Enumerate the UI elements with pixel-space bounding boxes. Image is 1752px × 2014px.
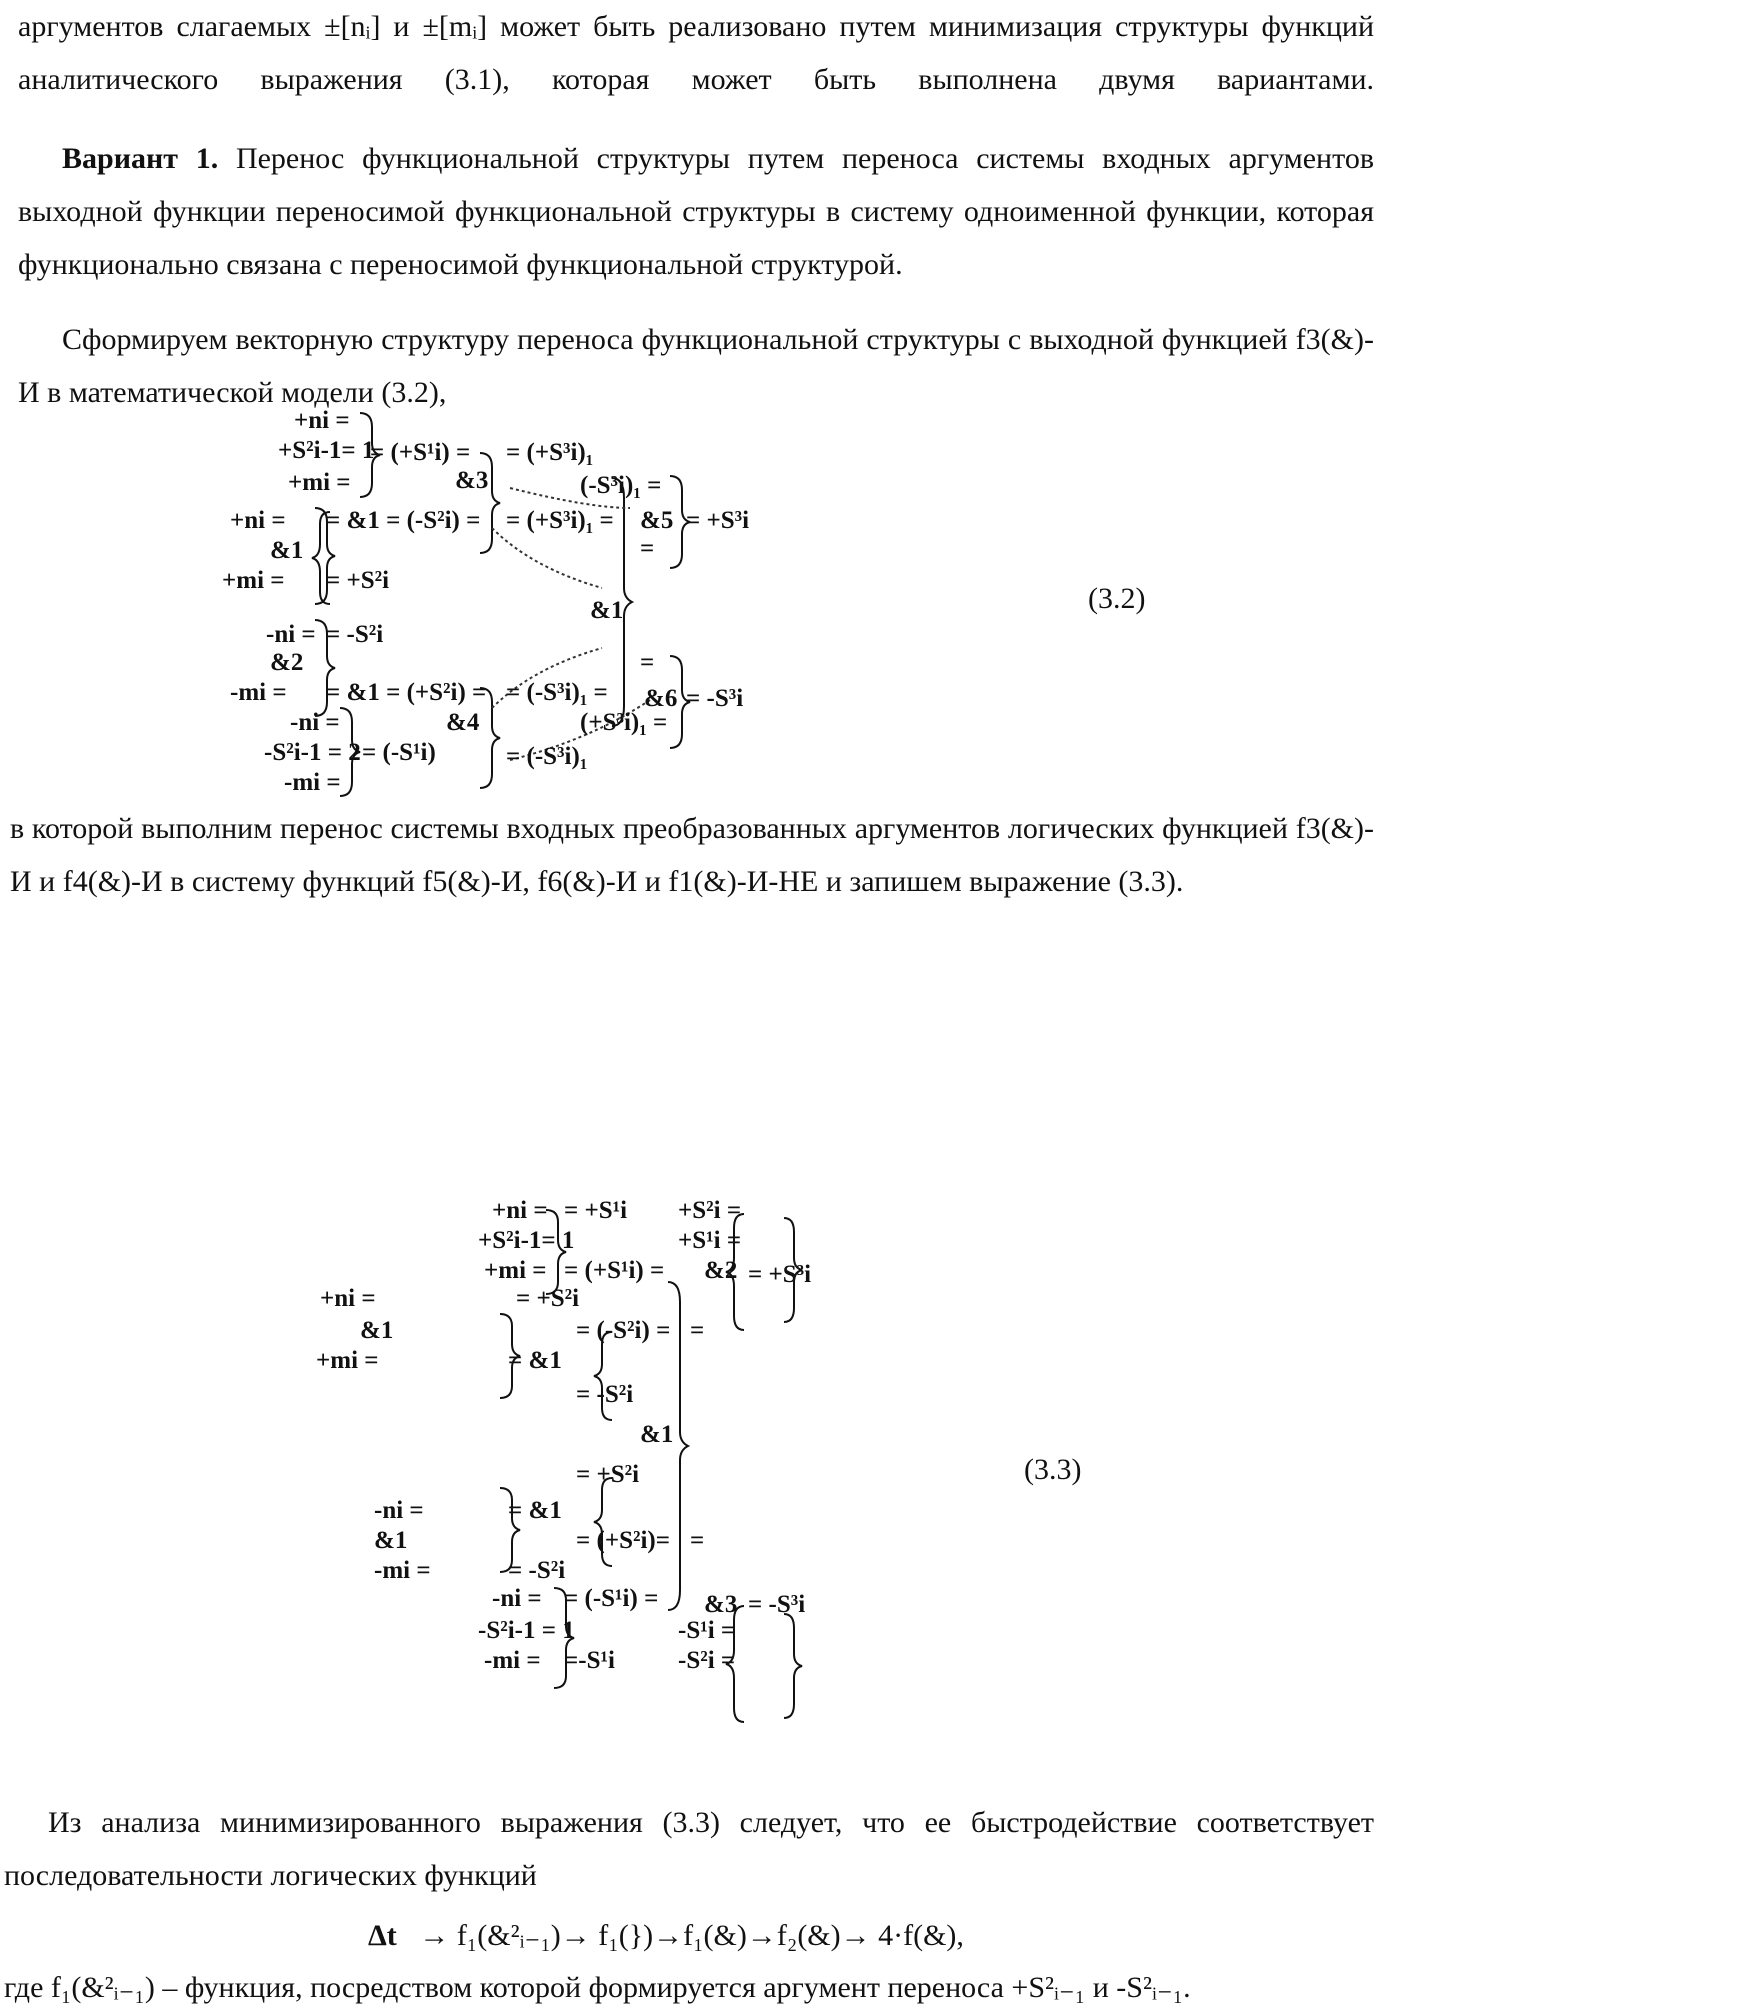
eq32-a12: = +S³i	[686, 507, 749, 534]
eq33-b16: = &1	[508, 1347, 562, 1374]
eq32-a2: +S²i-1= 1	[278, 437, 374, 464]
eq32-a5: = (+S³i)₁	[506, 439, 593, 466]
speed-formula	[368, 1918, 1752, 1953]
equation-3-3-number: (3.3)	[1024, 1453, 1081, 1487]
eq33-b33: -mi =	[484, 1647, 541, 1674]
eq32-a20: &2	[270, 649, 303, 676]
eq33-b8: &2	[704, 1257, 737, 1284]
paragraph-3	[18, 313, 1374, 419]
variant-text: Перенос функциональной структуры путем переноса системы входных аргументов выходной функции переносимой функциональной структуры в систему одноименной функции, которая функционально связана с переносимой функциональной структурой.	[18, 142, 1374, 281]
eq32-a13: =	[640, 535, 654, 562]
equation-3-2-number: (3.2)	[1088, 582, 1145, 616]
eq33-b35: -S²i =	[678, 1647, 735, 1674]
eq33-b10: +ni =	[320, 1285, 376, 1312]
eq32-a8: +ni =	[230, 507, 286, 534]
paragraph-1-text: аргументов слагаемых ±[nᵢ] и ±[mᵢ] может быть реализовано путем минимизация структуры функций аналитического выражения (3.1), которая может быть выполнена двумя вариантами.	[18, 10, 1374, 96]
eq32-a16: = +S²i	[326, 567, 389, 594]
eq33-b23: = (+S²i)=	[576, 1527, 670, 1554]
eq32-a22: -mi =	[230, 679, 287, 706]
eq33-b3: +S²i =	[678, 1197, 741, 1224]
equation-3-3	[404, 1202, 944, 1772]
eq32-a17: &1	[590, 597, 623, 624]
eq32-a18: -ni =	[266, 621, 316, 648]
eq32-a24: = (-S³i)₁ =	[506, 679, 608, 706]
eq32-a1: +ni =	[294, 407, 350, 434]
eq33-b17: = -S²i	[576, 1381, 633, 1408]
eq33-b19: = +S²i	[576, 1461, 639, 1488]
eq32-a23: = &1 = (+S²i) =	[326, 679, 486, 706]
eq33-b26: = -S²i	[508, 1557, 565, 1584]
eq33-b34: =-S¹i	[564, 1647, 615, 1674]
eq32-a19: = -S²i	[326, 621, 383, 648]
eq32-a9: = &1 = (-S²i) =	[326, 507, 480, 534]
footer-explanation: где f₁(&²ᵢ₋₁) – функция, посредством которой формируется аргумент переноса +S²ᵢ₋₁ и -S²ᵢ₋₁.	[4, 1970, 1388, 2005]
paragraph-4	[10, 802, 1374, 908]
eq32-a27: -ni =	[290, 709, 340, 736]
eq33-b13: = (-S²i) =	[576, 1317, 670, 1344]
paragraph-variant-1	[18, 132, 1374, 291]
eq32-a6: &3	[455, 467, 488, 494]
paragraph-4-text: в которой выполним перенос системы входных преобразованных аргументов логических функцией f3(&)-И и f4(&)-И в систему функций f5(&)-И, f6(&)-И и f1(&)-И-НЕ и запишем выражение (3.3).	[10, 812, 1374, 898]
formula-chain: → f₁(&²ᵢ₋₁)→ f₁(})→f₁(&)→f₂(&)→ 4·f(&),	[419, 1919, 964, 1952]
eq33-b27: -ni =	[492, 1585, 542, 1612]
eq33-b18: &1	[640, 1421, 673, 1448]
eq33-b25: -mi =	[374, 1557, 431, 1584]
eq32-a30: -S²i-1 = 2	[264, 739, 361, 766]
eq32-a28: &4	[446, 709, 480, 736]
eq33-b22: &1	[374, 1527, 407, 1554]
eq33-b31: -S²i-1 = 1	[478, 1617, 575, 1644]
eq32-a21: =	[640, 649, 654, 676]
eq33-b29: &3	[704, 1591, 737, 1618]
eq33-b15: +mi =	[316, 1347, 379, 1374]
eq33-b2: = +S¹i	[564, 1197, 627, 1224]
eq32-a15: +mi =	[222, 567, 285, 594]
eq33-b32: -S¹i =	[678, 1617, 735, 1644]
eq33-b28: = (-S¹i) =	[564, 1585, 658, 1612]
eq33-b12: &1	[360, 1317, 393, 1344]
eq32-a32: = (-S³i)₁	[506, 743, 587, 770]
eq32-a11: &5	[640, 507, 673, 534]
eq32-a33: -mi =	[284, 769, 341, 796]
eq32-a7: (-S³i)₁ =	[580, 472, 661, 499]
eq33-b24: =	[690, 1527, 704, 1554]
eq32-a3: +mi =	[288, 469, 351, 496]
eq33-b6: +mi =	[484, 1257, 547, 1284]
paragraph-5-text: Из анализа минимизированного выражения (3.3) следует, что ее быстродействие соответствует последовательности логических функций	[4, 1806, 1374, 1892]
eq33-b4: +S²i-1= 1	[478, 1227, 574, 1254]
equation-3-2	[270, 408, 970, 798]
eq33-b5: +S¹i =	[678, 1227, 741, 1254]
variant-label: Вариант 1.	[62, 142, 218, 175]
eq33-b7: = (+S¹i) =	[564, 1257, 664, 1284]
eq32-a29: (+S³i)₁ =	[580, 709, 667, 736]
eq33-b1: +ni =	[492, 1197, 548, 1224]
eq32-a26: = -S³i	[686, 685, 743, 712]
formula-delta: Δt	[368, 1919, 397, 1952]
eq33-b30: = -S³i	[748, 1591, 805, 1618]
paragraph-5	[4, 1796, 1374, 1902]
eq33-b20: -ni =	[374, 1497, 424, 1524]
eq32-a10: = (+S³i)₁ =	[506, 507, 614, 534]
paragraph-3-text: Сформируем векторную структуру переноса функциональной структуры с выходной функцией f3(&)-И в математической модели (3.2),	[18, 323, 1374, 409]
eq32-a14: &1	[270, 537, 303, 564]
eq33-b21: = &1	[508, 1497, 562, 1524]
eq32-a25: &6	[644, 685, 677, 712]
eq33-b11: = +S²i	[516, 1285, 579, 1312]
eq33-b14: =	[690, 1317, 704, 1344]
eq32-a31: = (-S¹i)	[362, 739, 436, 766]
eq33-b9: = +S³i	[748, 1261, 811, 1288]
eq32-a4: = (+S¹i) =	[370, 439, 470, 466]
